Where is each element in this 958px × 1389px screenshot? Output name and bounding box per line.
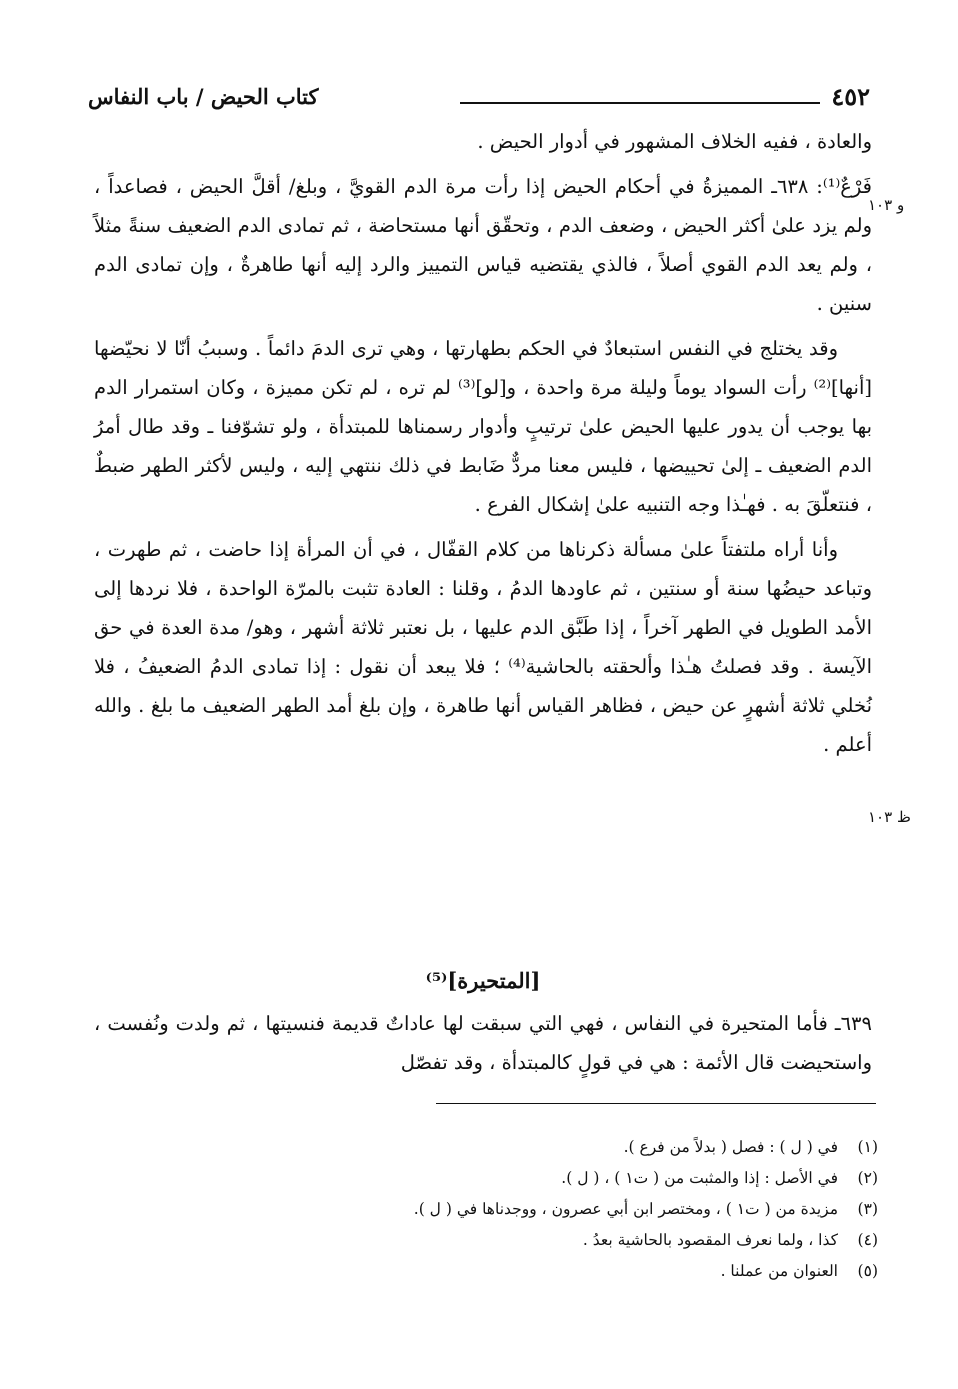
footnote <box>94 1256 878 1287</box>
footnote-text: مزيدة من ( ت١ ) ، ومختصر ابن أبي عصرون ، ووجدناها في ( ل ). <box>413 1200 838 1218</box>
footnote-number: (٢) <box>857 1169 878 1187</box>
footnote-text: العنوان من عملنا . <box>720 1262 838 1280</box>
footnote-number: (٥) <box>857 1262 878 1280</box>
paragraph: فَرْعٌ⁽¹⁾: ٦٣٨ـ المميزةُ في أحكام الحيض إذا رأت مرة الدم القويَّ ، وبلغ/ أقلَّ الحيض ، فصاعداً ، ولم يزد علىٰ أكثر الحيض ، وضعف الدم ، وتحقّق أنها مستحاضة ، ثم تمادى الدم الضعيف سنةً مثلاً ، ولم يعد الدم القوي أصلاً ، فالذي يقتضيه قياس التمييز والرد إليه أنها طاهرةٌ ، وإن تمادى الدم سنين . <box>94 175 872 315</box>
margin-note-folio: و ١٠٣ <box>868 196 905 214</box>
page-number: ٤٥٢ <box>831 82 870 111</box>
footnote-text: في ( ل ) : فصل ( بدلاً من فرع ). <box>623 1138 838 1156</box>
running-header <box>88 82 872 116</box>
footnotes <box>94 1132 878 1287</box>
paragraph: والعادة ، ففيه الخلاف المشهور في أدوار الحيض . <box>477 130 872 153</box>
footnote <box>94 1163 878 1194</box>
main-text-continued <box>94 1004 872 1082</box>
footnote-text: في الأصل : إذا والمثبت من ( ت١ ) ، ( ل ). <box>561 1169 838 1187</box>
footnote-number: (٤) <box>857 1231 878 1249</box>
header-rule <box>460 102 820 104</box>
footnote-number: (٣) <box>857 1200 878 1218</box>
paragraph: وقد يختلج في النفس استبعادٌ في الحكم بطهارتها ، وهي ترى الدمَ دائماً . وسببُ أنّا لا نحيّضها [أنها]⁽²⁾ رأت السواد يوماً وليلة مرة واحدة ، و[لو]⁽³⁾ لم تره ، لم تكن مميزة ، وكان استمرار الدم بها يوجب أن يدور عليها الحيض علىٰ ترتيبٍ وأدوار رسمناها للمبتدأة ، ولو تشوّفنا ـ وقد طال أمرُ الدم الضعيف ـ إلىٰ تحييضها ، فليس معنا مردٌّ ضَابط في ذلك ننتهي إليه ، وليس لأكثر الطهر ضبطٌ ، فنتعلّقَ به . فهـٰذا وجه التنبيه علىٰ إشكال الفرع . <box>94 337 872 516</box>
footnote <box>94 1132 878 1163</box>
footnote <box>94 1194 878 1225</box>
footnote-number: (١) <box>857 1138 878 1156</box>
footnote-text: كذا ، ولما نعرف المقصود بالحاشية بعدُ . <box>582 1231 838 1249</box>
section-heading-wrap <box>94 950 872 1007</box>
margin-note-folio: ظ ١٠٣ <box>868 808 911 826</box>
running-title: كتاب الحيض / باب النفاس <box>88 84 319 109</box>
section-heading: [المتحيرة]⁽⁵⁾ <box>425 968 541 993</box>
paragraph: ٦٣٩ـ فأما المتحيرة في النفاس ، فهي التي سبقت لها عاداتٌ قديمة فنسيتها ، ثم ولدت ونُفست ، واستحيضت قال الأئمة : هي في قولٍ كالمبتدأة ، وقد تفصّل <box>94 1012 872 1074</box>
footnote-rule <box>436 1103 876 1104</box>
paragraph: وأنا أراه ملتفتاً علىٰ مسألة ذكرناها من كلام القفّال ، في أن المرأة إذا حاضت ، ثم طهرت ، وتباعد حيضُها سنة أو سنتين ، ثم عاودها الدمُ ، وقلنا : العادة تثبت بالمرّة الواحدة ، فلا نردها إلى الأمد الطويل في الطهر آخراً ، إذا طَبَّق الدم عليها ، بل نعتبر ثلاثة أشهر ، وهو/ مدة العدة في حق الآيسة . وقد فصلتُ هـٰذا وألحقته بالحاشية⁽⁴⁾ ؛ فلا يبعد أن نقول : إذا تمادى الدمُ الضعيفُ ، فلا نُخلي ثلاثة أشهرٍ عن حيض ، فظاهر القياس أنها طاهرة ، وإن بلغ أمد الطهر الضعيف ما بلغ . والله أعلم . <box>94 538 872 756</box>
main-text <box>94 122 872 764</box>
footnote <box>94 1225 878 1256</box>
